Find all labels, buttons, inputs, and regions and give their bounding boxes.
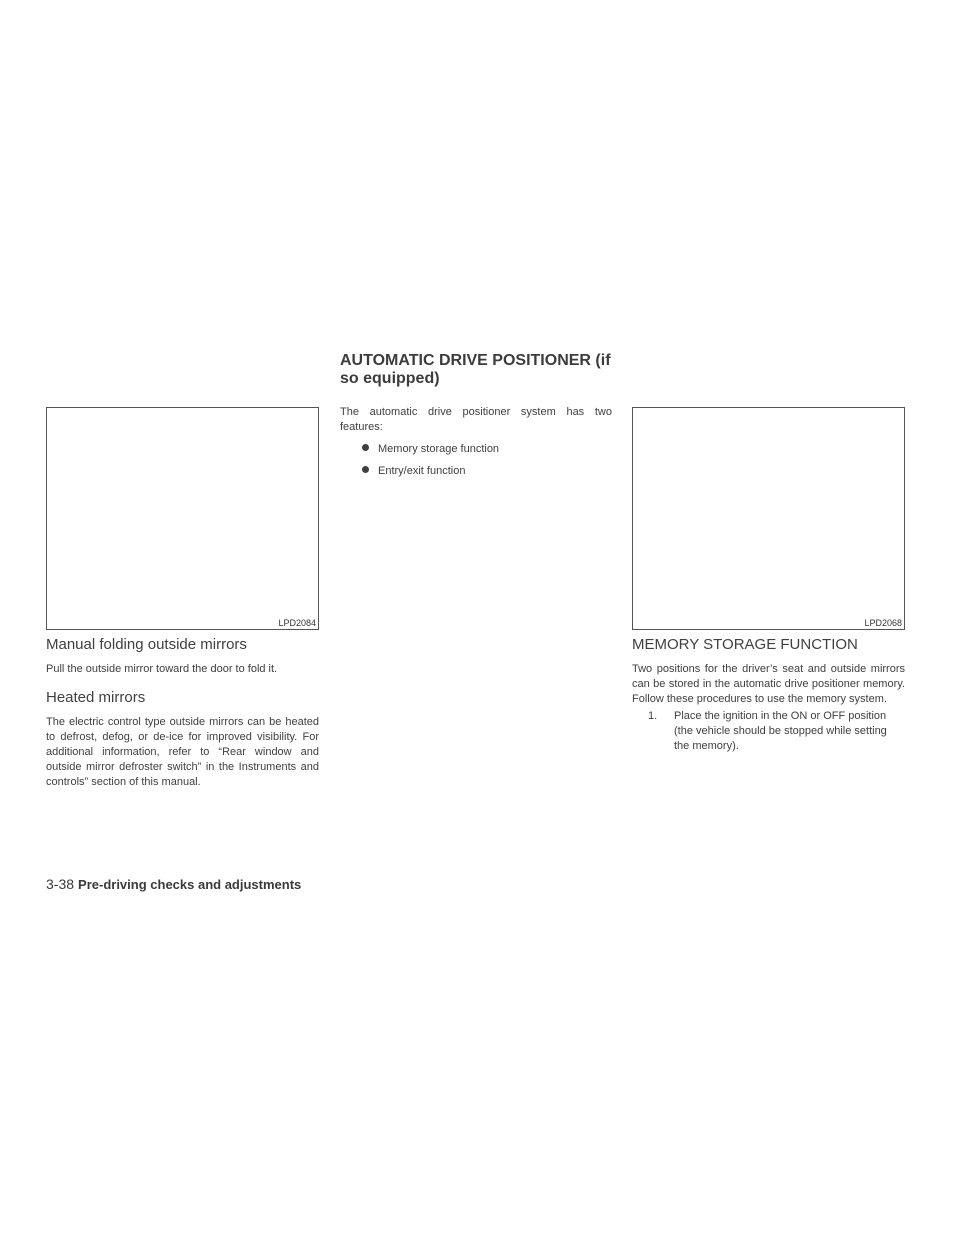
- positioner-intro: The automatic drive positioner system has two features:: [340, 406, 612, 433]
- heated-mirrors-title: Heated mirrors: [46, 689, 146, 706]
- chapter-title: Pre-driving checks and adjustments: [78, 877, 302, 892]
- right-column: [632, 636, 905, 754]
- page-number: 3-38: [46, 876, 75, 892]
- bullet-icon: [362, 466, 369, 473]
- step-item: [632, 709, 905, 754]
- section-heading: AUTOMATIC DRIVE POSITIONER (if so equipped): [340, 352, 611, 387]
- bullet-icon: [362, 444, 369, 451]
- figure-right: [632, 407, 905, 630]
- feature-label: Entry/exit function: [378, 465, 466, 477]
- memory-storage-body: Two positions for the driver’s seat and outside mirrors can be stored in the automatic drive positioner memory. Follow these procedures to use the memory system.: [632, 663, 905, 705]
- page-footer: [46, 876, 301, 894]
- manual-folding-title: Manual folding outside mirrors: [46, 636, 247, 653]
- feature-label: Memory storage function: [378, 443, 500, 455]
- figure-left-label: LPD2084: [278, 618, 316, 628]
- middle-column: [340, 405, 612, 479]
- feature-item: [340, 442, 612, 457]
- figure-left: [46, 407, 319, 630]
- step-number: 1.: [648, 710, 658, 722]
- feature-item: [340, 464, 612, 479]
- manual-folding-body: Pull the outside mirror toward the door to fold it.: [46, 663, 278, 675]
- left-column: [46, 636, 319, 790]
- step-text: Place the ignition in the ON or OFF position (the vehicle should be stopped while setting the memory).: [674, 710, 887, 752]
- figure-right-label: LPD2068: [864, 618, 902, 628]
- memory-storage-title: MEMORY STORAGE FUNCTION: [632, 636, 858, 653]
- heated-mirrors-body: The electric control type outside mirrors can be heated to defrost, defog, or de-ice for improved visibility. For additional information, refer to “Rear window and outside mirror defroster switch” in the Instruments and controls” section of this manual.: [46, 716, 319, 788]
